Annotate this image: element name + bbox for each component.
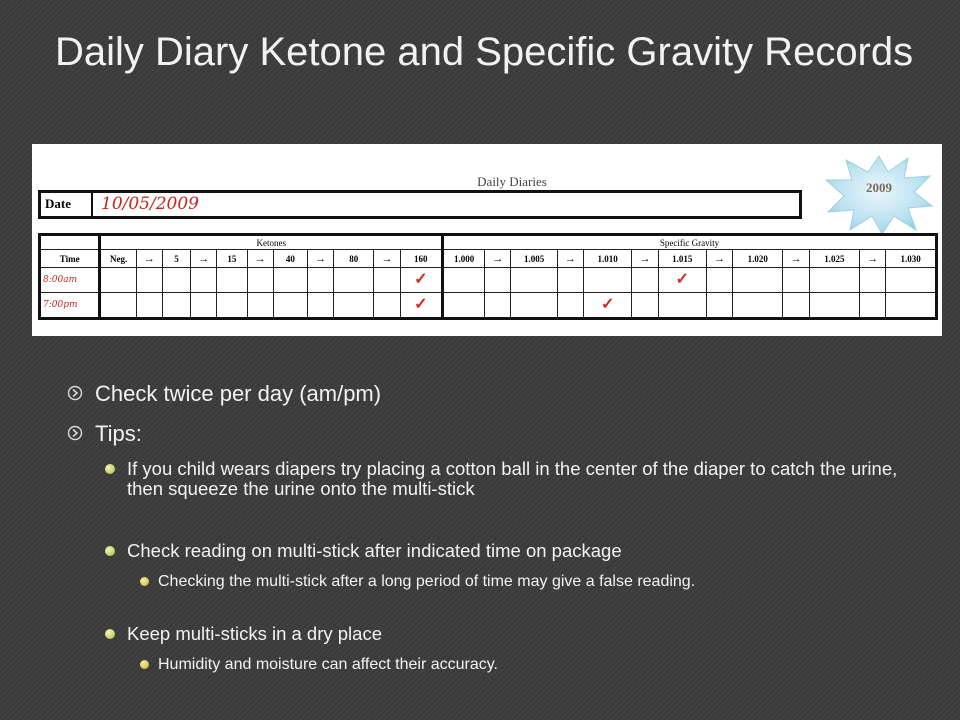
yellow-bullet-icon bbox=[140, 577, 149, 586]
circle-bullet-icon bbox=[67, 425, 83, 441]
arrow-icon: → bbox=[136, 250, 162, 268]
ketone-160-cell bbox=[400, 268, 442, 293]
gravity-1015-cell bbox=[658, 268, 706, 293]
time-value: 7:00pm bbox=[43, 300, 78, 310]
ketone-header-15: 15 bbox=[217, 250, 247, 268]
gravity-1010-cell bbox=[583, 293, 631, 319]
date-box bbox=[38, 190, 802, 219]
green-bullet-icon bbox=[105, 546, 115, 556]
badge-year: 2009 bbox=[866, 180, 892, 195]
slide-title: Daily Diary Ketone and Specific Gravity Records bbox=[55, 30, 914, 74]
gravity-header-1010: 1.010 bbox=[583, 250, 631, 268]
date-value: 10/05/2009 bbox=[101, 194, 199, 214]
tip-check-reading bbox=[127, 541, 907, 561]
group-header-row bbox=[40, 235, 937, 250]
time-cell bbox=[40, 293, 100, 319]
ketone-header-neg: Neg. bbox=[100, 250, 136, 268]
subtip-humidity bbox=[158, 656, 898, 674]
ketone-160-cell bbox=[400, 293, 442, 319]
date-label: Date bbox=[45, 196, 71, 211]
green-bullet-icon bbox=[105, 629, 115, 639]
arrow-icon: → bbox=[557, 250, 583, 268]
ketone-header-160: 160 bbox=[400, 250, 442, 268]
gravity-header-1020: 1.020 bbox=[733, 250, 783, 268]
year-badge bbox=[824, 154, 934, 234]
bullet-text: Check twice per day (am/pm) bbox=[95, 381, 382, 406]
gravity-header-1000: 1.000 bbox=[442, 250, 484, 268]
circle-bullet-icon bbox=[67, 385, 83, 401]
arrow-icon: → bbox=[191, 250, 217, 268]
table-row bbox=[40, 268, 937, 293]
bullet-text: Tips: bbox=[95, 421, 142, 446]
bullet-check-twice bbox=[95, 381, 381, 407]
gravity-group-label: Specific Gravity bbox=[442, 235, 936, 250]
tip-text: Keep multi-sticks in a dry place bbox=[127, 623, 382, 644]
time-column-header: Time bbox=[40, 250, 100, 268]
arrow-icon: → bbox=[485, 250, 511, 268]
arrow-icon: → bbox=[706, 250, 732, 268]
gravity-header-1030: 1.030 bbox=[886, 250, 937, 268]
check-mark-icon: ✓ bbox=[414, 271, 428, 288]
daily-diary-image bbox=[32, 144, 942, 336]
ketones-group-label: Ketones bbox=[100, 235, 443, 250]
tip-text: Check reading on multi-stick after indicated time on package bbox=[127, 540, 622, 561]
arrow-icon: → bbox=[860, 250, 886, 268]
tip-cotton-ball bbox=[127, 459, 907, 499]
arrow-icon: → bbox=[307, 250, 333, 268]
time-value: 8:00am bbox=[43, 275, 78, 285]
column-header-row bbox=[40, 250, 937, 268]
arrow-icon: → bbox=[247, 250, 273, 268]
tip-text: If you child wears diapers try placing a cotton ball in the center of the diaper to catch the urine, then squeeze the urine onto the multi-stick bbox=[127, 458, 898, 499]
subtip-false-reading bbox=[158, 573, 898, 591]
yellow-bullet-icon bbox=[140, 660, 149, 669]
ketone-header-40: 40 bbox=[273, 250, 307, 268]
date-divider bbox=[91, 193, 93, 216]
bullet-tips bbox=[95, 421, 142, 447]
badge-burst-shape bbox=[826, 156, 932, 234]
arrow-icon: → bbox=[783, 250, 809, 268]
gravity-header-1015: 1.015 bbox=[658, 250, 706, 268]
ketone-header-5: 5 bbox=[162, 250, 190, 268]
arrow-icon: → bbox=[632, 250, 658, 268]
green-bullet-icon bbox=[105, 464, 115, 474]
check-mark-icon: ✓ bbox=[414, 296, 428, 313]
check-mark-icon: ✓ bbox=[600, 296, 615, 313]
time-cell bbox=[40, 268, 100, 293]
subtip-text: Humidity and moisture can affect their accuracy. bbox=[158, 656, 498, 673]
check-mark-icon: ✓ bbox=[675, 271, 689, 288]
diary-table bbox=[38, 233, 938, 320]
subtip-text: Checking the multi-stick after a long period of time may give a false reading. bbox=[158, 573, 696, 590]
diary-header: Daily Diaries bbox=[477, 174, 547, 189]
table-row bbox=[40, 293, 937, 319]
arrow-icon: → bbox=[374, 250, 400, 268]
gravity-header-1025: 1.025 bbox=[809, 250, 859, 268]
ketone-header-80: 80 bbox=[334, 250, 374, 268]
time-group-cell bbox=[40, 235, 100, 250]
gravity-header-1005: 1.005 bbox=[511, 250, 557, 268]
tip-dry-place bbox=[127, 624, 907, 644]
